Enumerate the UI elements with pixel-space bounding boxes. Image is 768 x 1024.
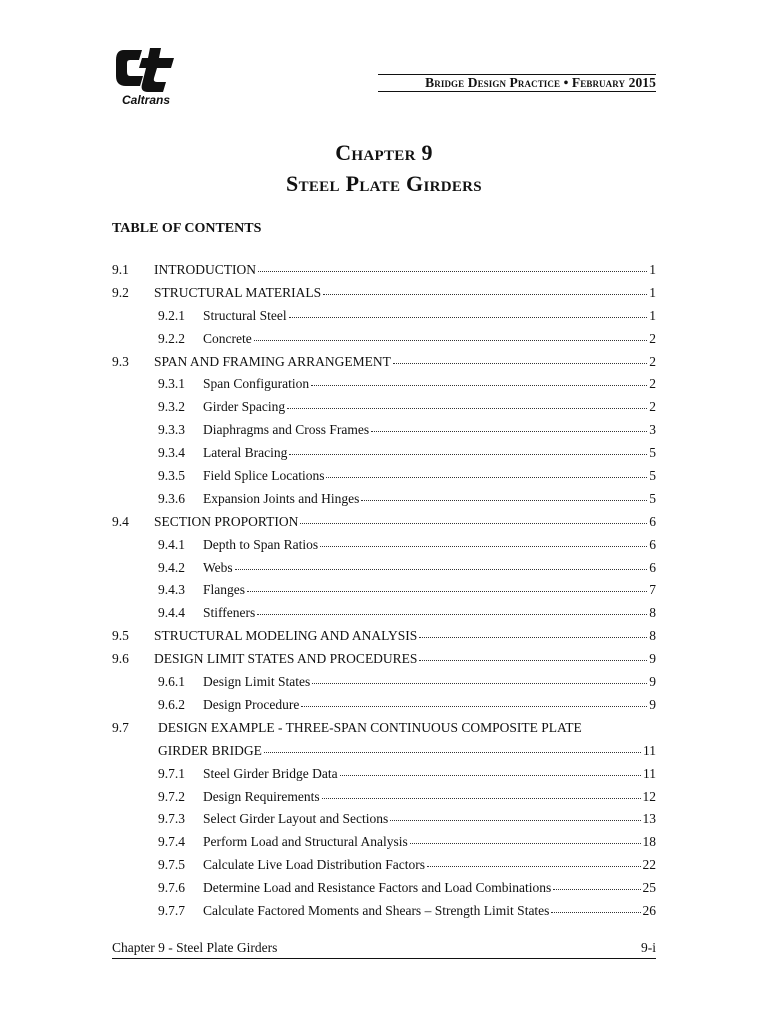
toc-entry-page: 8 [649, 628, 656, 644]
toc-entry[interactable] [112, 854, 656, 877]
dot-leader [289, 303, 648, 318]
dot-leader [254, 326, 648, 341]
toc-entry-page: 1 [649, 262, 656, 277]
toc-entry-page: 22 [642, 857, 656, 873]
toc-entry-page: 1 [649, 284, 656, 300]
toc-entry-number: 9.7 [112, 719, 129, 735]
caltrans-logo [112, 46, 192, 108]
toc-entry-page: 1 [649, 307, 656, 323]
toc-entry-number: 9.7.6 [158, 880, 185, 896]
toc-entry[interactable] [112, 419, 656, 442]
toc-entry-title: STRUCTURAL MODELING AND ANALYSIS [154, 628, 418, 644]
toc-entry-title: Girder Spacing [203, 399, 286, 415]
toc-entry[interactable] [112, 900, 656, 923]
dot-leader [322, 784, 641, 799]
toc-entry-page: 11 [643, 742, 656, 758]
toc-entry[interactable] [112, 694, 656, 717]
chapter-title: Steel Plate Girders [286, 171, 482, 196]
toc-entry-number: 9.3.3 [158, 422, 185, 438]
toc-entry-number: 9.4.3 [158, 582, 185, 598]
toc-entry-page: 9 [649, 674, 656, 690]
toc-entry-page: 9 [649, 651, 656, 667]
toc-entry-page: 25 [642, 880, 656, 896]
toc-entry-title: INTRODUCTION [154, 262, 256, 277]
toc-entry-page: 5 [649, 490, 656, 506]
dot-leader [311, 371, 647, 386]
toc-entry-number: 9.3.1 [158, 376, 185, 392]
toc-entry-title: Field Splice Locations [203, 468, 325, 484]
running-header: Bridge Design Practice • February 2015 [378, 74, 656, 92]
toc-entry-title: Determine Load and Resistance Factors and Load Combinations [203, 880, 552, 896]
toc-entry-title: Span Configuration [203, 376, 310, 392]
toc-entry-number: 9.3 [112, 353, 129, 369]
toc-entry-number: 9.3.6 [158, 490, 185, 506]
toc-entry-title: SPAN AND FRAMING ARRANGEMENT [154, 353, 391, 369]
toc-entry-title: GIRDER BRIDGE [158, 742, 262, 758]
dot-leader [419, 623, 647, 638]
dot-leader [371, 417, 647, 432]
toc-entry-page: 11 [643, 765, 656, 781]
toc-entry-title: Flanges [203, 582, 245, 598]
toc-entry-page: 26 [642, 902, 656, 918]
toc-entry-page: 2 [649, 399, 656, 415]
dot-leader [340, 761, 641, 776]
toc-entry[interactable] [112, 763, 656, 786]
toc-entry-page: 7 [649, 582, 656, 598]
toc-entry-page: 9 [649, 696, 656, 712]
dot-leader [312, 669, 647, 684]
toc-entry[interactable] [112, 808, 656, 831]
toc-entry-number: 9.4.4 [158, 605, 185, 621]
toc-entry-title: Depth to Span Ratios [203, 536, 319, 552]
caltrans-t-shape [139, 48, 174, 92]
chapter-label: Chapter 9 [335, 140, 433, 165]
toc-entry[interactable] [112, 877, 656, 900]
toc-entry-page: 3 [649, 422, 656, 438]
toc-entry[interactable] [112, 579, 656, 602]
toc-entry-number: 9.7.5 [158, 857, 185, 873]
toc-entry-number: 9.2.2 [158, 330, 185, 346]
dot-leader [393, 349, 647, 364]
toc-entry[interactable] [112, 373, 656, 396]
toc-entry-number: 9.7.1 [158, 765, 185, 781]
toc-entry-title: DESIGN LIMIT STATES AND PROCEDURES [154, 651, 418, 667]
toc-entry-number: 9.4.2 [158, 559, 185, 575]
toc-entry-title: Perform Load and Structural Analysis [203, 834, 408, 850]
toc-entry-number: 9.2 [112, 284, 129, 300]
toc-entry[interactable] [112, 648, 656, 671]
toc-entry[interactable] [112, 351, 656, 374]
dot-leader [427, 852, 641, 867]
toc-entry-title: Lateral Bracing [203, 445, 288, 461]
toc-entry-title: Select Girder Layout and Sections [203, 811, 389, 827]
toc-entry-number: 9.4.1 [158, 536, 185, 552]
toc-entry-number: 9.1 [112, 262, 129, 277]
dot-leader [264, 738, 641, 753]
toc-entry[interactable] [112, 442, 656, 465]
toc-entry-number: 9.6.1 [158, 674, 185, 690]
dot-leader [551, 898, 640, 913]
dot-leader [323, 280, 647, 295]
toc-entry-title: Steel Girder Bridge Data [203, 765, 338, 781]
dot-leader [320, 532, 647, 547]
toc-entry-title: Calculate Factored Moments and Shears – Strength Limit States [203, 902, 550, 918]
toc-entry[interactable] [112, 488, 656, 511]
toc-entry-page: 18 [642, 834, 656, 850]
toc-entry-page: 5 [649, 468, 656, 484]
toc-entry[interactable] [112, 534, 656, 557]
footer-chapter-title: Chapter 9 - Steel Plate Girders [112, 940, 278, 955]
footer-page-number: 9-i [641, 940, 656, 955]
page-footer [112, 940, 656, 959]
toc-entry[interactable] [112, 511, 656, 534]
toc-entry-title: Expansion Joints and Hinges [203, 490, 360, 506]
toc-entry[interactable] [112, 282, 656, 305]
toc-entry-number: 9.2.1 [158, 307, 185, 323]
toc-entry-number: 9.3.2 [158, 399, 185, 415]
toc-entry[interactable] [112, 305, 656, 328]
dot-leader [258, 257, 647, 272]
dot-leader [287, 394, 647, 409]
dot-leader [247, 577, 647, 592]
toc-entry-page: 6 [649, 536, 656, 552]
toc-entry-title: Structural Steel [203, 307, 287, 323]
toc-heading: TABLE OF CONTENTS [112, 221, 262, 236]
toc-entry-title: Diaphragms and Cross Frames [203, 422, 370, 438]
toc-entry-page: 6 [649, 559, 656, 575]
toc-entry-number: 9.4 [112, 513, 129, 529]
toc-entry-page: 8 [649, 605, 656, 621]
toc-entry-number: 9.3.5 [158, 468, 185, 484]
toc-entry-page: 12 [642, 788, 656, 804]
toc-entry[interactable] [112, 671, 656, 694]
toc-entry-page: 2 [649, 353, 656, 369]
toc-entry-page: 2 [649, 376, 656, 392]
toc-entry-title: Stiffeners [203, 605, 256, 621]
dot-leader [326, 463, 647, 478]
dot-leader [289, 440, 647, 455]
dot-leader [419, 646, 647, 661]
toc-entry-page: 6 [649, 513, 656, 529]
dot-leader [553, 875, 640, 890]
caltrans-wordmark: Caltrans [122, 93, 171, 107]
toc-entry[interactable] [112, 396, 656, 419]
toc-entry[interactable] [112, 328, 656, 351]
caltrans-c-shape [116, 50, 143, 86]
table-of-contents [112, 259, 656, 923]
toc-entry-number: 9.7.7 [158, 902, 185, 918]
toc-entry-number: 9.7.4 [158, 834, 185, 850]
toc-entry-page: 2 [649, 330, 656, 346]
toc-entry-title: Design Limit States [203, 674, 311, 690]
toc-entry-number: 9.7.3 [158, 811, 185, 827]
toc-entry-number: 9.6.2 [158, 696, 185, 712]
dot-leader [390, 806, 640, 821]
toc-entry[interactable] [112, 259, 656, 282]
dot-leader [235, 555, 648, 570]
toc-entry-page: 5 [649, 445, 656, 461]
toc-entry[interactable] [112, 786, 656, 809]
dot-leader [257, 600, 647, 615]
dot-leader [410, 829, 641, 844]
dot-leader [300, 509, 647, 524]
toc-entry-title: Design Requirements [203, 788, 320, 804]
toc-entry-number: 9.5 [112, 628, 129, 644]
toc-entry-number: 9.7.2 [158, 788, 185, 804]
toc-entry[interactable] [112, 557, 656, 580]
toc-entry-title: Design Procedure [203, 696, 300, 712]
toc-entry-page: 13 [642, 811, 656, 827]
dot-leader [301, 692, 647, 707]
toc-entry[interactable] [112, 602, 656, 625]
toc-entry-title: Webs [203, 559, 233, 575]
toc-entry[interactable] [112, 831, 656, 854]
toc-entry-number: 9.3.4 [158, 445, 185, 461]
toc-entry-title: SECTION PROPORTION [154, 513, 299, 529]
toc-entry-title-line1: DESIGN EXAMPLE - THREE-SPAN CONTINUOUS COMPOSITE PLATE [158, 719, 582, 735]
toc-entry[interactable] [112, 717, 656, 763]
toc-entry[interactable] [112, 625, 656, 648]
toc-entry-number: 9.6 [112, 651, 129, 667]
toc-entry[interactable] [112, 465, 656, 488]
toc-entry-title: STRUCTURAL MATERIALS [154, 284, 322, 300]
dot-leader [361, 486, 647, 501]
toc-entry-title: Concrete [203, 330, 252, 346]
toc-entry-title: Calculate Live Load Distribution Factors [203, 857, 425, 873]
